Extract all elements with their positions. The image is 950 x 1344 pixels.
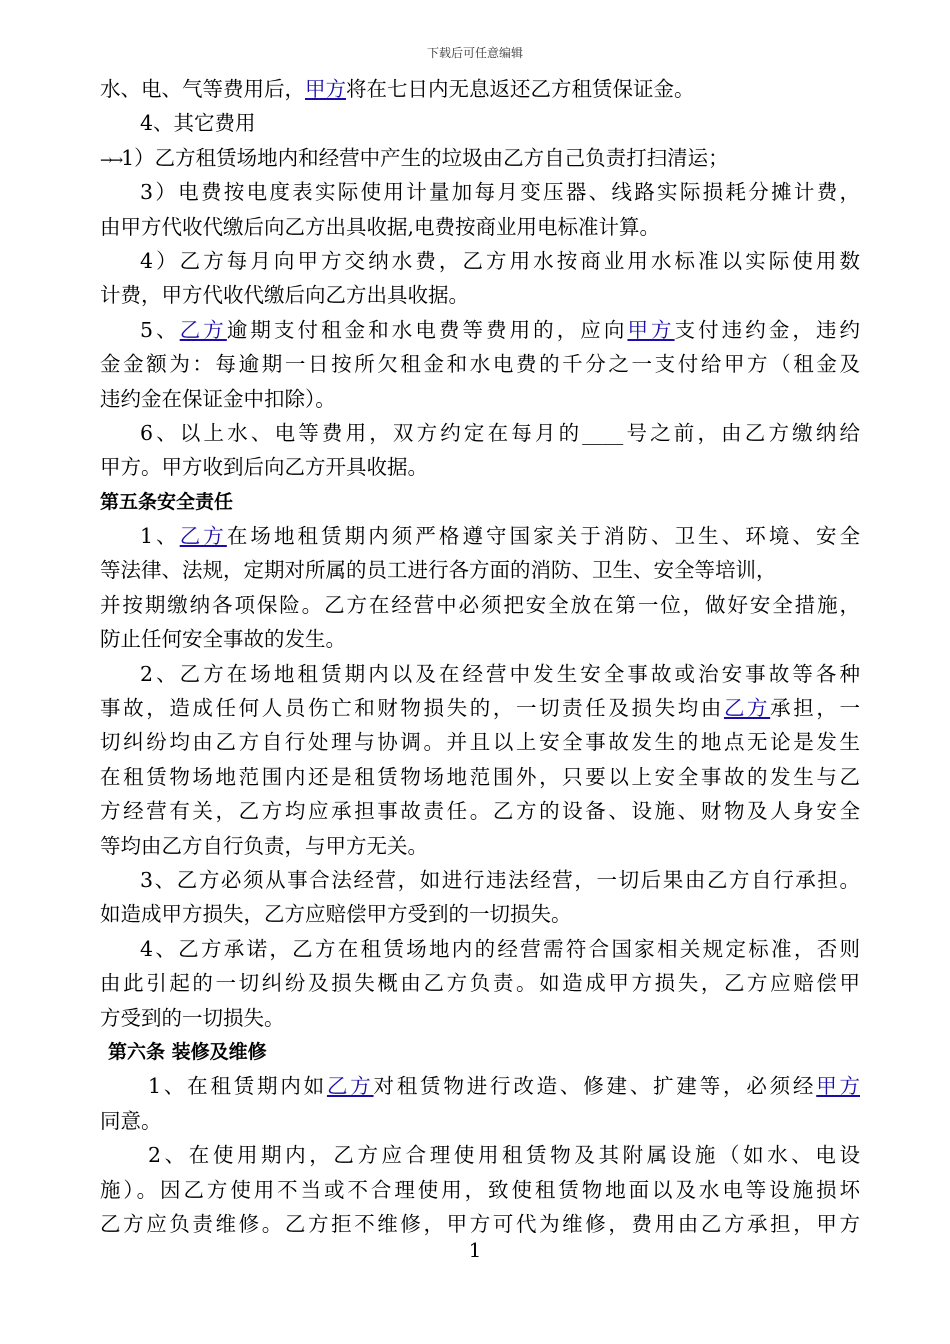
text-segment: 等法律、法规，定期对所属的员工进行各方面的消防、卫生、安全等培训， xyxy=(100,558,777,583)
text-segment: 由此引起的一切纠纷及损失概由乙方负责。如造成甲方损失，乙方应赔偿甲 xyxy=(100,971,860,996)
text-line xyxy=(100,416,860,450)
text-segment: 3）电费按电度表实际使用计量加每月变压器、线路实际损耗分摊计费， xyxy=(140,180,860,205)
text-line xyxy=(100,519,860,553)
text-segment: 承担，一 xyxy=(770,696,860,721)
party-link[interactable]: 乙方 xyxy=(179,524,227,549)
text-line xyxy=(100,897,860,931)
text-line xyxy=(100,829,860,863)
text-segment: 计费，甲方代收代缴后向乙方出具收据。 xyxy=(100,283,469,308)
party-link[interactable]: 乙方 xyxy=(179,317,227,342)
text-segment: 方经营有关，乙方均应承担事故责任。乙方的设备、设施、财物及人身安全 xyxy=(100,799,860,824)
text-line xyxy=(100,553,860,587)
text-line xyxy=(100,691,860,725)
text-segment: 第六条 装修及维修 xyxy=(108,1040,267,1063)
text-segment: 3、乙方必须从事合法经营，如进行违法经营，一切后果由乙方自行承担。 xyxy=(140,867,860,892)
text-segment: 1、在租赁期内如 xyxy=(148,1074,327,1099)
text-line xyxy=(100,966,860,1000)
text-segment: 金金额为：每逾期一日按所欠租金和水电费的千分之一支付给甲方（租金及 xyxy=(100,352,860,377)
text-segment: 6、以上水、电等费用，双方约定在每月的____号之前，由乙方缴纳给 xyxy=(140,420,860,445)
text-segment: 切纠纷均由乙方自行处理与协调。并且以上安全事故发生的地点无论是发生 xyxy=(100,730,860,755)
text-segment: 防止任何安全事故的发生。 xyxy=(100,627,346,652)
text-segment: 等均由乙方自行负责，与甲方无关。 xyxy=(100,833,428,858)
text-segment: 在场地租赁期内须严格遵守国家关于消防、卫生、环境、安全 xyxy=(226,524,860,549)
party-link[interactable]: 甲方 xyxy=(627,317,675,342)
text-line xyxy=(100,725,860,759)
text-segment: 违约金在保证金中扣除）。 xyxy=(100,386,336,411)
text-line xyxy=(100,794,860,828)
party-link[interactable]: 乙方 xyxy=(326,1074,374,1099)
text-line xyxy=(100,1138,860,1172)
text-line xyxy=(100,1104,860,1138)
text-line xyxy=(100,244,860,278)
text-line xyxy=(100,278,860,312)
text-segment: 并按期缴纳各项保险。乙方在经营中必须把安全放在第一位，做好安全措施， xyxy=(100,592,860,617)
text-segment: 2、乙方在场地租赁期内以及在经营中发生安全事故或治安事故等各种 xyxy=(140,661,860,686)
text-line xyxy=(100,1001,860,1035)
text-line xyxy=(100,932,860,966)
text-segment: 4、乙方承诺，乙方在租赁场地内的经营需符合国家相关规定标准，否则 xyxy=(140,936,860,961)
text-line xyxy=(100,1173,860,1207)
section-heading xyxy=(100,1035,860,1069)
page-number: 1 xyxy=(468,1238,482,1262)
party-link[interactable]: 乙方 xyxy=(723,696,771,721)
text-segment: 对租赁物进行改造、修建、扩建等，必须经 xyxy=(373,1074,817,1099)
text-segment: 4、其它费用 xyxy=(140,111,256,136)
text-line xyxy=(100,210,860,244)
text-segment: 将在七日内无息返还乙方租赁保证金。 xyxy=(346,77,695,101)
text-line xyxy=(100,106,860,140)
text-line xyxy=(100,622,860,656)
text-line xyxy=(100,141,860,175)
text-line xyxy=(100,760,860,794)
text-segment: 乙方应负责维修。乙方拒不维修，甲方可代为维修，费用由乙方承担，甲方 xyxy=(100,1211,860,1236)
text-line xyxy=(100,382,860,416)
text-segment: 甲方。甲方收到后向乙方开具收据。 xyxy=(100,455,428,480)
text-segment: 支付违约金，违约 xyxy=(674,317,860,342)
text-segment: 1）乙方租赁场地内和经营中产生的垃圾由乙方自己负责打扫清运； xyxy=(121,145,729,170)
text-line xyxy=(100,1207,860,1241)
text-segment: 第五条安全责任 xyxy=(100,490,234,513)
document-body xyxy=(100,72,860,1241)
text-segment: 方受到的一切损失。 xyxy=(100,1005,285,1030)
arrow-icon: →→ xyxy=(100,150,122,169)
text-line xyxy=(100,863,860,897)
text-line xyxy=(100,347,860,381)
text-segment: 5、 xyxy=(140,317,180,342)
text-segment: 同意。 xyxy=(100,1108,162,1133)
text-segment: 施）。因乙方使用不当或不合理使用，致使租赁物地面以及水电等设施损坏 xyxy=(100,1177,860,1202)
text-line xyxy=(100,657,860,691)
text-segment: 4）乙方每月向甲方交纳水费，乙方用水按商业用水标准以实际使用数 xyxy=(140,248,860,273)
text-segment: 1、 xyxy=(140,524,180,549)
text-segment: 逾期支付租金和水电费等费用的，应向 xyxy=(226,317,628,342)
text-segment: 水、电、气等费用后， xyxy=(100,77,305,101)
text-line xyxy=(100,588,860,622)
section-heading xyxy=(100,485,860,519)
text-segment: 在租赁物场地范围内还是租赁物场地范围外，只要以上安全事故的发生与乙 xyxy=(100,764,860,789)
text-line xyxy=(100,450,860,484)
party-link[interactable]: 甲方 xyxy=(305,77,346,101)
text-segment: 事故，造成任何人员伤亡和财物损失的，一切责任及损失均由 xyxy=(100,696,724,721)
party-link[interactable]: 甲方 xyxy=(816,1074,860,1099)
text-line xyxy=(100,313,860,347)
text-segment: 如造成甲方损失，乙方应赔偿甲方受到的一切损失。 xyxy=(100,902,572,927)
page-header: 下载后可任意编辑 xyxy=(426,46,523,60)
text-line xyxy=(100,175,860,209)
text-segment: 由甲方代收代缴后向乙方出具收据,电费按商业用电标准计算。 xyxy=(100,214,661,239)
text-line xyxy=(100,72,860,106)
text-segment: 2、在使用期内，乙方应合理使用租赁物及其附属设施（如水、电设 xyxy=(148,1143,860,1168)
text-line xyxy=(100,1069,860,1103)
